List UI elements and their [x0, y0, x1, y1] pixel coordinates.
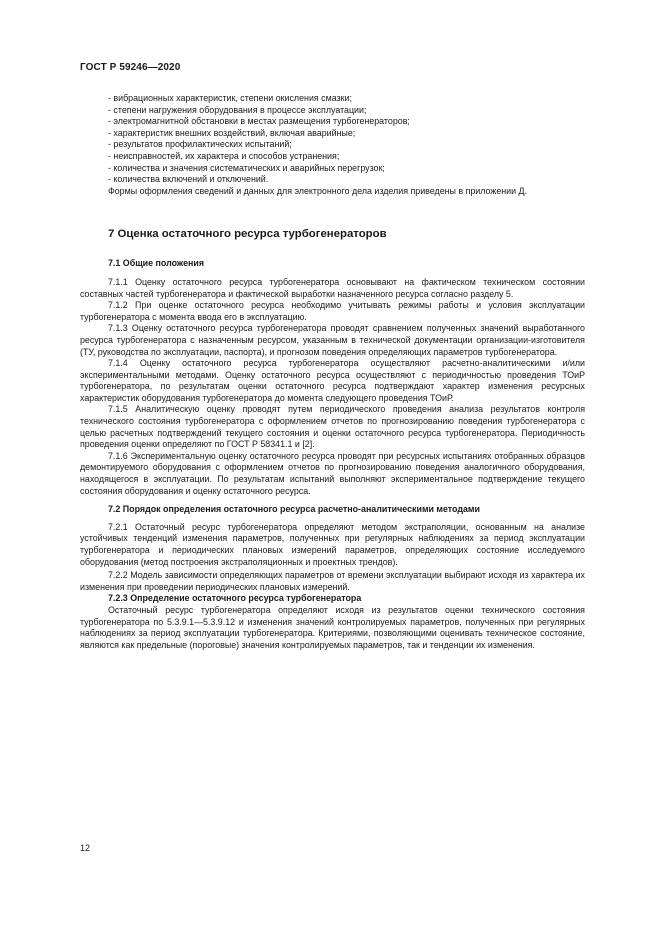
paragraph-7-1-5: 7.1.5 Аналитическую оценку проводят путем периодического проведения анализа результатов контроля технического состояния турбогенератора с оформлением отчетов по прогнозированию поведения турбогенератора с целью расчетных подтверждений текущего состояния и оценки остаточного ресурса турбогенератора. Периодичность проведения оценки определяют по ГОСТ Р 58341.1 и [2].	[80, 404, 585, 450]
list-item: - вибрационных характеристик, степени окисления смазки;	[108, 93, 352, 103]
list-item: - количества и значения систематических и аварийных перегрузок;	[108, 162, 385, 173]
paragraph-7-2-2: 7.2.2 Модель зависимости определяющих параметров от времени эксплуатации выбирают исходя из характера их изменения при проведении периодических плановых измерений.	[80, 570, 585, 592]
page-content	[80, 93, 585, 651]
section-7-2-3-heading: 7.2.3 Определение остаточного ресурса турбогенератора	[108, 593, 362, 604]
document-code: ГОСТ Р 59246—2020	[80, 62, 181, 73]
paragraph-7-1-1: 7.1.1 Оценку остаточного ресурса турбогенератора основывают на фактическом техническом состоянии составных частей турбогенератора и фактической выработки назначенного ресурса согласно разделу 5.	[80, 276, 585, 299]
list-item: - количества включений и отключений.	[108, 174, 269, 185]
paragraph-7-1-2: 7.1.2 При оценке остаточного ресурса необходимо учитывать режимы работы и условия эксплуатации турбогенератора с момента ввода его в эксплуатацию.	[80, 300, 585, 322]
paragraph-7-1-4: 7.1.4 Оценку остаточного ресурса турбогенератора осуществляют расчетно-аналитическими и/или экспериментальными методами. Оценку остаточного ресурса осуществляют с периодичностью проведения ТОиР турбогенератора, по результатам оценки остаточного ресурса подтверждают характер изменения ресурсных характеристик оборудования турбогенератора до момента следующего проведения ТОиР.	[80, 358, 585, 403]
list-item: - неисправностей, их характера и способов устранения;	[108, 150, 340, 161]
list-item: - степени нагружения оборудования в процессе эксплуатации;	[108, 104, 367, 115]
section-7-1-heading: 7.1 Общие положения	[108, 258, 205, 269]
section-7-heading: 7 Оценка остаточного ресурса турбогенераторов	[108, 228, 387, 241]
paragraph-7-2-3: Остаточный ресурс турбогенератора определяют исходя из результатов оценки технического состояния турбогенератора по 5.3.9.1—5.3.9.12 и изменения значений контролируемых параметров, полученных при регулярных наблюдениях за период эксплуатации турбогенератора. Критериями, позволяющими оценивать техническое состояние, являются как предельные (пороговые) значения контролируемых параметров, так и тенденции их изменения.	[80, 604, 585, 650]
section-7-2-heading: 7.2 Порядок определения остаточного ресурса расчетно-аналитическими методами	[108, 504, 480, 515]
paragraph-7-1-6: 7.1.6 Экспериментальную оценку остаточного ресурса проводят при ресурсных испытаниях отобранных образцов демонтируемого оборудования с оформлением отчетов по прогнозированию поведения аналогичного оборудования, находящегося в эксплуатации. По результатам испытаний выполняют экспериментальное подтверждение текущего состояния оборудования и оценку остаточного ресурса.	[80, 450, 585, 496]
paragraph-7-1-3: 7.1.3 Оценку остаточного ресурса турбогенератора проводят сравнением полученных значений выработанного ресурса турбогенератора с назначенным ресурсом, указанным в технической документации организации-изготовителя (ТУ, руководства по эксплуатации, паспорта), и прогнозом поведения определяющих параметров турбогенератора.	[80, 323, 585, 357]
list-item: - характеристик внешних воздействий, включая аварийные;	[108, 127, 356, 138]
appendix-reference-paragraph: Формы оформления сведений и данных для электронного дела изделия приведены в приложении Д.	[108, 185, 528, 196]
list-item: - результатов профилактических испытаний;	[108, 139, 292, 150]
paragraph-7-2-1: 7.2.1 Остаточный ресурс турбогенератора определяют методом экстраполяции, основанным на анализе устойчивых тенденций изменения параметров, полученных при регулярных наблюдениях за период эксплуатации турбогенератора и периодических плановых измерений параметров, определяющих состояние исследуемого оборудования (метод построения экстраполяционных и проектных трендов).	[80, 521, 585, 567]
list-item: - электромагнитной обстановки в местах размещения турбогенераторов;	[108, 116, 410, 127]
page-number: 12	[80, 843, 91, 853]
